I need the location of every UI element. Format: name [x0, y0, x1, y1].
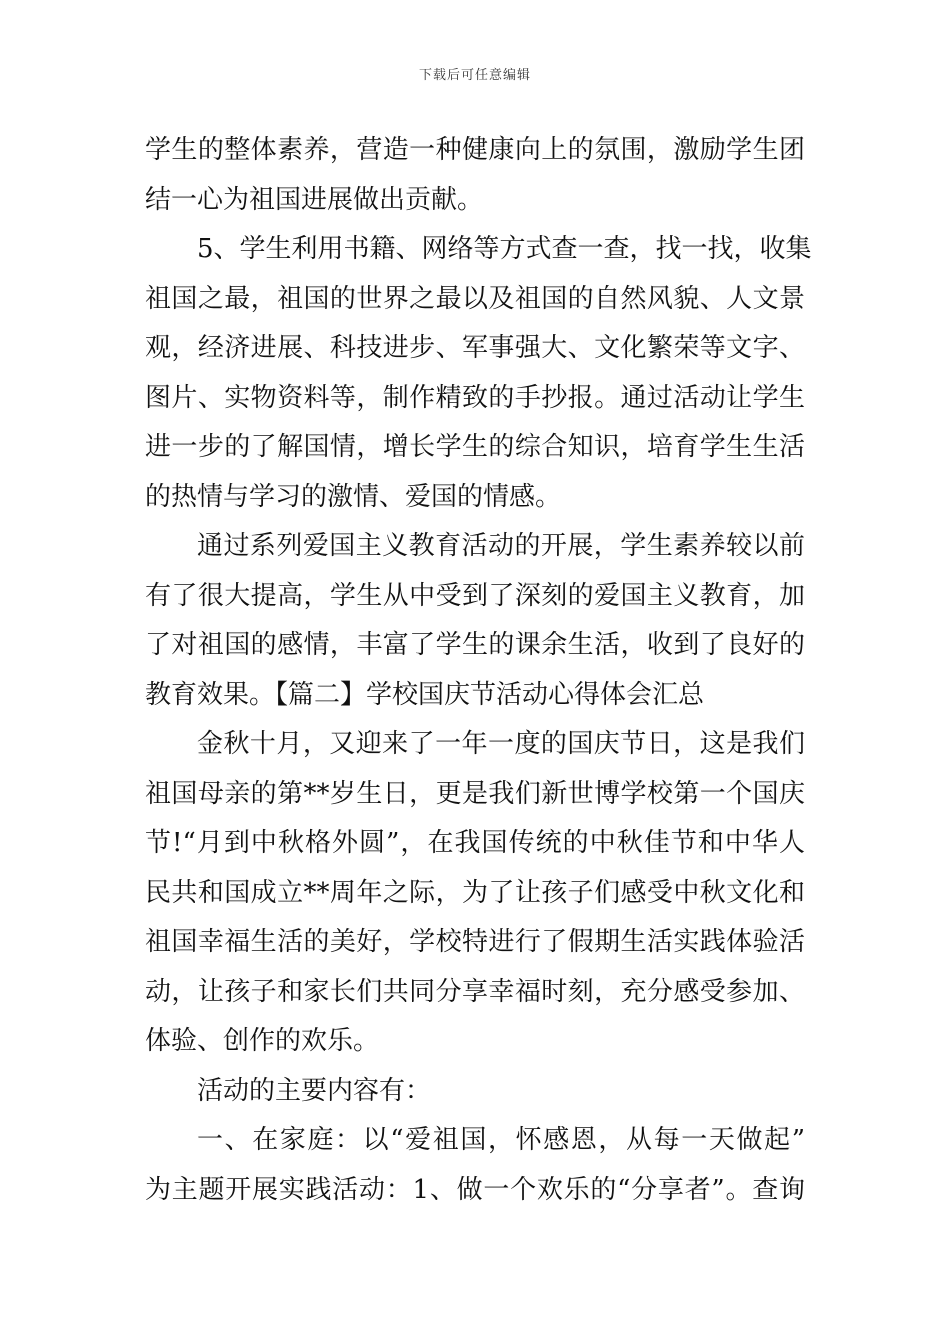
text-line: 金秋十月，又迎来了一年一度的国庆节日，这是我们: [197, 729, 805, 759]
text-line: 了对祖国的感情，丰富了学生的课余生活，收到了良好的: [145, 630, 805, 660]
text-line: 为主题开展实践活动：1、做一个欢乐的“分享者”。查询: [145, 1174, 805, 1205]
text-line: 有了很大提高，学生从中受到了深刻的爱国主义教育，加: [145, 580, 805, 611]
text-line: 5、学生利用书籍、网络等方式查一查，找一找，收集: [197, 234, 812, 264]
text-line: 图片、实物资料等，制作精致的手抄报。通过活动让学生: [145, 382, 805, 413]
text-line: 通过系列爱国主义教育活动的开展，学生素养较以前: [197, 531, 805, 561]
text-line: 祖国之最，祖国的世界之最以及祖国的自然风貌、人文景: [145, 283, 805, 314]
text-line: 体验、创作的欢乐。: [145, 1026, 380, 1056]
text-line: 祖国母亲的第**岁生日，更是我们新世博学校第一个国庆: [145, 778, 805, 809]
text-line: 进一步的了解国情，增长学生的综合知识，培育学生生活: [145, 432, 805, 462]
text-line: 的热情与学习的激情、爱国的情感。: [145, 481, 562, 512]
text-line: 民共和国成立**周年之际，为了让孩子们感受中秋文化和: [145, 877, 805, 908]
page-header-note: 下载后可任意编辑: [418, 68, 531, 83]
text-line: 动，让孩子和家长们共同分享幸福时刻，充分感受参加、: [145, 976, 805, 1007]
text-line: 学生的整体素养，营造一种健康向上的氛围，激励学生团: [145, 135, 805, 165]
text-line: 祖国幸福生活的美好，学校特进行了假期生活实践体验活: [145, 927, 805, 957]
document-body: [145, 126, 812, 1215]
text-line: 结一心为祖国进展做出贡献。: [145, 184, 484, 215]
text-line: 观，经济进展、科技进步、军事强大、文化繁荣等文字、: [145, 333, 805, 363]
text-line: 一、在家庭：以“爱祖国，怀感恩，从每一天做起”: [197, 1125, 805, 1155]
text-line: 节!“月到中秋格外圆”，在我国传统的中秋佳节和中华人: [145, 828, 805, 858]
text-line: 教育效果。【篇二】学校国庆节活动心得体会汇总: [145, 679, 705, 710]
text-line: 活动的主要内容有：: [197, 1075, 432, 1106]
